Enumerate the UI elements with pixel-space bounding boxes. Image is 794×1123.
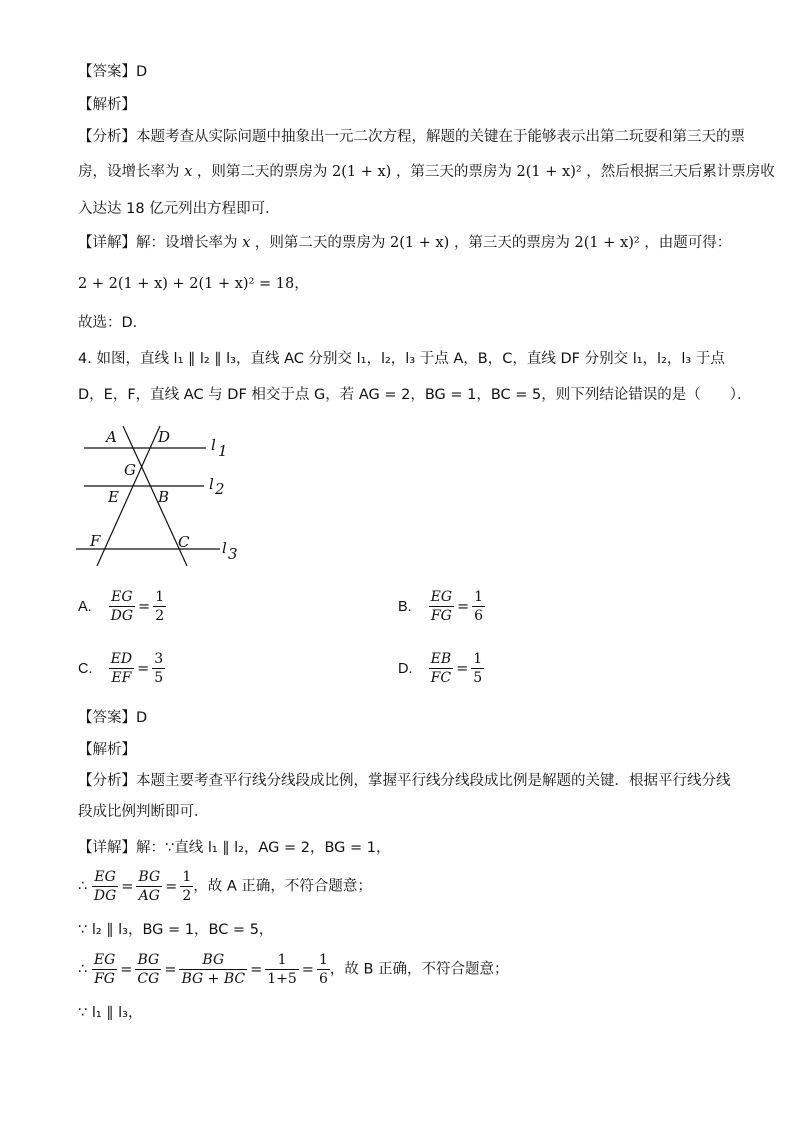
answer-tag: 【答案】 <box>78 710 136 726</box>
q4-xiangjie-line: 【详解】解：∵直线 l₁ ∥ l₂，AG = 2，BG = 1， <box>78 840 391 856</box>
q4-stem-line1: 4. 如图，直线 l₁ ∥ l₂ ∥ l₃，直线 AC 分别交 l₁，l₂，l₃ 于点 A，B，C，直线 DF 分别交 l₁，l₂，l₃ 于点 <box>78 351 725 367</box>
q3-fenxi-line1: 【分析】本题考查从实际问题中抽象出一元二次方程，解题的关键在于能够表示出第二玩耍和第三天的票 <box>78 129 745 145</box>
svg-text:3: 3 <box>228 545 238 563</box>
option-b[interactable]: B. $\frac{EG}{FG}$ = $\frac{1}{6}$ <box>398 589 484 624</box>
point-label-a: A <box>106 428 117 446</box>
svg-text:1: 1 <box>218 442 228 460</box>
q4-figure <box>70 420 250 570</box>
q4-step1: ∴ $\frac{EG}{DG}$ = $\frac{BG}{AG}$ = $\frac{1}{2}$ ，故 A 正确，不符合题意； <box>78 869 372 904</box>
q4-fenxi-line2: 段成比例判断即可． <box>78 804 209 820</box>
q3-equation: 2 + 2(1 + x) + 2(1 + x)² = 18， <box>78 276 309 292</box>
svg-text:2: 2 <box>215 480 225 498</box>
option-c[interactable]: C. $\frac{ED}{EF}$ = $\frac{3}{5}$ <box>78 651 164 686</box>
answer-value: D <box>136 710 148 726</box>
q3-analysis-tag: 【解析】 <box>78 97 136 113</box>
q4-step2: ∴ $\frac{EG}{FG}$ = $\frac{BG}{CG}$ = $\frac{BG}{BG + BC}$ = $\frac{1}{1+5}$ = $\frac{1}{6}$ ，故 B 正确，不符合题意； <box>78 952 509 987</box>
point-label-b: B <box>158 488 170 506</box>
q4-answer-line <box>78 708 147 728</box>
q4-because-line3: ∵ l₁ ∥ l₃， <box>78 1005 143 1021</box>
q4-analysis-tag: 【解析】 <box>78 742 136 758</box>
q4-because-line2: ∵ l₂ ∥ l₃，BG = 1，BC = 5， <box>78 922 274 938</box>
q3-fenxi-line2: 房，设增长率为 x ，则第二天的票房为 2(1 + x) ，第三天的票房为 2(1 + x)² ，然后根据三天后累计票房收 <box>78 164 775 180</box>
line-label-l1: l <box>211 436 216 454</box>
point-label-d: D <box>158 428 171 446</box>
answer-tag: 【答案】 <box>78 64 136 80</box>
q4-fenxi-line1: 【分析】本题主要考查平行线分线段成比例，掌握平行线分线段成比例是解题的关键．根据平行线分线 <box>78 773 731 789</box>
line-label-l2: l <box>209 475 214 493</box>
q3-select: 故选：D． <box>78 315 148 331</box>
point-label-e: E <box>108 488 119 506</box>
line-label-l3: l <box>222 539 227 557</box>
line-df <box>97 426 160 566</box>
answer-value: D <box>136 64 148 80</box>
q3-xiangjie-line: 【详解】解：设增长率为 x ，则第二天的票房为 2(1 + x) ，第三天的票房为 2(1 + x)² ，由题可得： <box>78 235 732 251</box>
q3-answer-line <box>78 62 147 82</box>
option-a[interactable]: A. $\frac{EG}{DG}$ = $\frac{1}{2}$ <box>78 589 165 624</box>
point-label-f: F <box>90 532 101 550</box>
option-d[interactable]: D. $\frac{EB}{FC}$ = $\frac{1}{5}$ <box>398 651 483 686</box>
point-label-g: G <box>124 461 136 479</box>
point-label-c: C <box>178 533 190 551</box>
q4-stem-line2: D，E，F，直线 AC 与 DF 相交于点 G，若 AG = 2，BG = 1，BC = 5，则下列结论错误的是（ ）． <box>78 387 752 403</box>
q3-fenxi-line3: 入达达 18 亿元列出方程即可． <box>78 201 280 217</box>
